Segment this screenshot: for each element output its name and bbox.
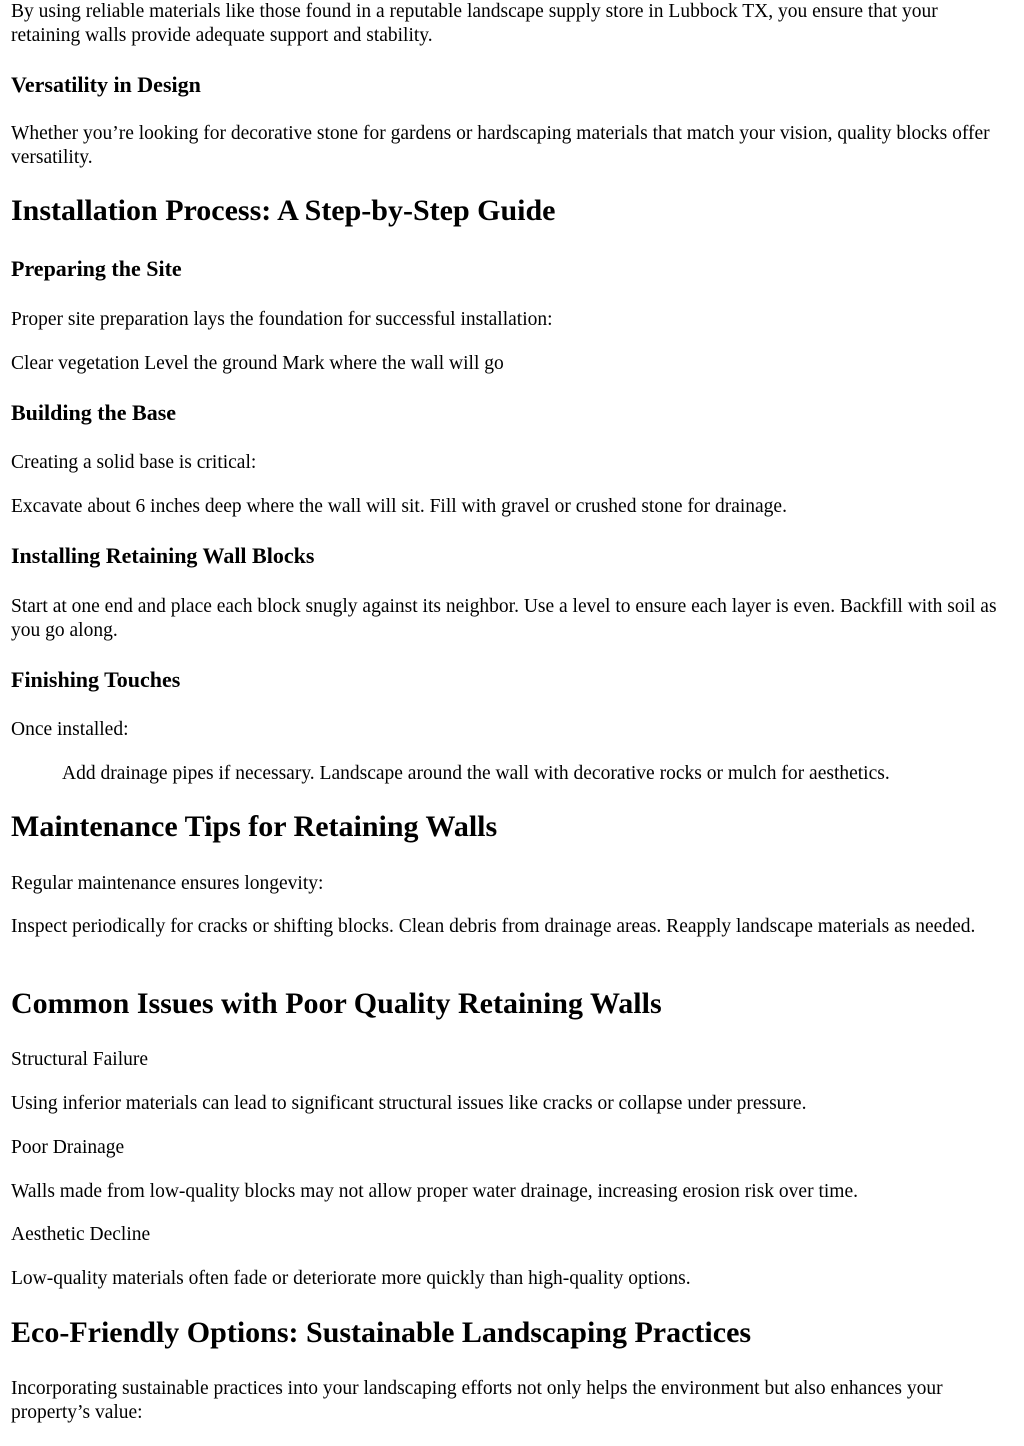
heading-installing-retaining-wall-blocks: Installing Retaining Wall Blocks: [11, 543, 315, 568]
maintenance-steps: Inspect periodically for cracks or shifting blocks. Clean debris from drainage areas. Reapply landscape materials as needed.: [11, 916, 976, 937]
heading-preparing-the-site: Preparing the Site: [11, 256, 182, 281]
base-steps: Excavate about 6 inches deep where the wall will sit. Fill with gravel or crushed stone for drainage.: [11, 496, 787, 517]
heading-maintenance-tips: Maintenance Tips for Retaining Walls: [11, 810, 498, 843]
installing-paragraph: Start at one end and place each block snugly against its neighbor. Use a level to ensure each layer is even. Backfill with soil as you go along.: [11, 596, 997, 641]
heading-finishing-touches: Finishing Touches: [11, 667, 181, 692]
preparing-paragraph: Proper site preparation lays the foundation for successful installation:: [11, 309, 553, 330]
structural-failure-paragraph: Using inferior materials can lead to significant structural issues like cracks or collapse under pressure.: [11, 1093, 807, 1114]
heading-eco-friendly-options: Eco-Friendly Options: Sustainable Landscaping Practices: [11, 1316, 752, 1349]
heading-versatility-in-design: Versatility in Design: [11, 72, 201, 97]
aesthetic-decline-paragraph: Low-quality materials often fade or deteriorate more quickly than high-quality options.: [11, 1268, 691, 1289]
finishing-steps: Add drainage pipes if necessary. Landscape around the wall with decorative rocks or mulch for aesthetics.: [62, 763, 890, 784]
base-paragraph: Creating a solid base is critical:: [11, 452, 257, 473]
heading-installation-process: Installation Process: A Step-by-Step Guide: [11, 194, 556, 227]
heading-building-the-base: Building the Base: [11, 400, 177, 425]
versatility-paragraph: Whether you’re looking for decorative stone for gardens or hardscaping materials that match your vision, quality blocks offer versatility.: [11, 123, 990, 168]
maintenance-paragraph: Regular maintenance ensures longevity:: [11, 873, 324, 894]
heading-common-issues: Common Issues with Poor Quality Retaining Walls: [11, 987, 662, 1020]
poor-drainage-label: Poor Drainage: [11, 1137, 125, 1158]
finishing-paragraph: Once installed:: [11, 719, 129, 740]
aesthetic-decline-label: Aesthetic Decline: [11, 1224, 151, 1245]
preparing-steps: Clear vegetation Level the ground Mark where the wall will go: [11, 353, 504, 374]
intro-paragraph: By using reliable materials like those found in a reputable landscape supply store in Lubbock TX, you ensure that your retaining walls provide adequate support and stability.: [11, 1, 938, 46]
poor-drainage-paragraph: Walls made from low-quality blocks may not allow proper water drainage, increasing erosion risk over time.: [11, 1181, 858, 1202]
eco-paragraph: Incorporating sustainable practices into your landscaping efforts not only helps the environment but also enhances your property’s value:: [11, 1378, 943, 1423]
structural-failure-label: Structural Failure: [11, 1049, 149, 1070]
